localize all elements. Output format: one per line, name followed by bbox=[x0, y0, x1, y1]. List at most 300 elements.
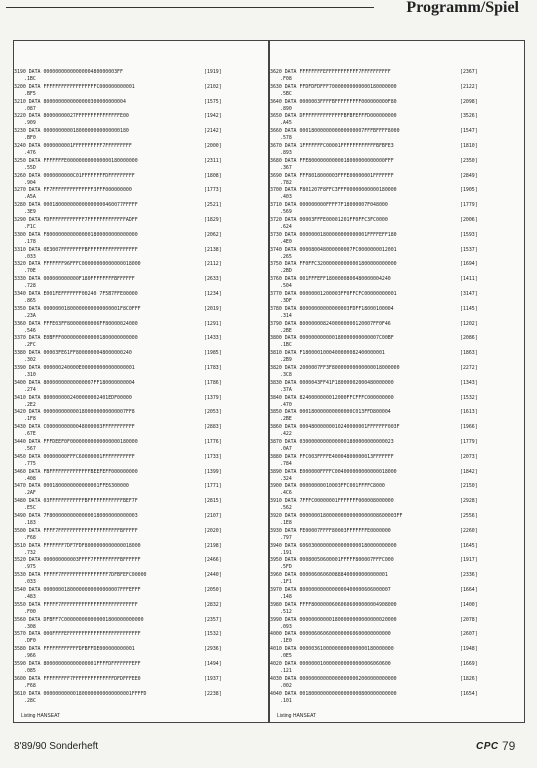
listing-line-code: 3920 DATA 000000018000000000000000008600003FF bbox=[270, 513, 403, 519]
listing-line-code: 3430 DATA C0000000000048000003FFFFFFFFFFF bbox=[14, 424, 135, 431]
line-check-code: .BF5 bbox=[24, 90, 36, 97]
listing-line bbox=[14, 439, 222, 446]
line-checksum: [1808] bbox=[204, 172, 222, 179]
listing-line-code: 3770 DATA 00000001200003FF0FFCFC00000000001 bbox=[270, 291, 397, 297]
listing-line bbox=[14, 172, 222, 180]
listing-line bbox=[14, 261, 222, 268]
line-check-code: .367 bbox=[280, 164, 292, 171]
listing-line-code: 3930 DATA FE00007FFFF80003FFFFFFFE0000000 bbox=[270, 527, 391, 534]
listing-line-code: 3880 DATA FFC003FFFFE40004800000013FFFFFFF bbox=[270, 453, 394, 460]
listing-line-code: 3660 DATA 0001800000000000000007FFFBFFFF8000 bbox=[270, 128, 400, 135]
listing-line-code: 3340 DATA E001FEFFFFFFF00240 7F5B7FFE00000 bbox=[14, 291, 138, 297]
listing-line-code: 3830 DATA 0000043FF41F18000002000480000000 bbox=[270, 379, 394, 386]
listing-line-code: 3420 DATA 0000000000001800000000000007FF8 bbox=[14, 409, 135, 416]
line-check-code: .F1C bbox=[24, 224, 36, 230]
listing-line-code: 3610 DATA 000000000001800000000000000001FFFFD bbox=[14, 690, 147, 697]
listing-line-code: 3840 DATA 8240000000012000FFCFFFC000000000 bbox=[270, 394, 394, 401]
listing-line-code: 3970 DATA 8000000000000000400000606000007 bbox=[270, 587, 391, 593]
line-checksum: [1937] bbox=[204, 675, 222, 682]
line-check-code: .408 bbox=[24, 475, 36, 482]
line-checksum: [2633] bbox=[204, 276, 222, 283]
listing-line bbox=[14, 98, 222, 106]
listing-line-code: 3740 DATA 000080048000000007FC0000000012001 bbox=[270, 246, 397, 253]
line-checksum: [1771] bbox=[204, 483, 222, 490]
listing-line bbox=[14, 231, 222, 239]
line-check-code: .865 bbox=[24, 298, 36, 304]
listing-line-code: 3950 DATA 00080050600001FFFFF800007FFFC000 bbox=[270, 557, 394, 564]
listing-line bbox=[270, 276, 478, 283]
listing-line bbox=[270, 646, 478, 653]
listing-line bbox=[14, 83, 222, 91]
line-check-code: .0A7 bbox=[280, 446, 292, 452]
line-check-code: .55D bbox=[24, 164, 36, 171]
line-check-code: .37A bbox=[280, 386, 292, 393]
listing-line bbox=[270, 83, 478, 91]
line-check-code: .67E bbox=[24, 431, 36, 438]
line-checksum: [1494] bbox=[204, 661, 222, 667]
listing-line bbox=[14, 424, 222, 431]
listing-line bbox=[270, 542, 478, 550]
page-number: 79 bbox=[502, 739, 516, 753]
listing-line bbox=[270, 365, 478, 372]
line-checksum: [1379] bbox=[204, 394, 222, 401]
line-checksum: [1829] bbox=[204, 217, 222, 223]
listing-line-code: 3200 DATA FFFFFFFFFFFFFFFFFFC000000000001 bbox=[14, 83, 135, 90]
line-checksum: [2311] bbox=[204, 157, 222, 164]
listing-line bbox=[14, 320, 222, 328]
listing-line bbox=[14, 291, 222, 298]
line-checksum: [1779] bbox=[460, 202, 478, 209]
listing-line bbox=[14, 69, 222, 76]
line-checksum: [1399] bbox=[204, 468, 222, 475]
listing-line-code: 4000 DATA 0000060606000000060600000000000 bbox=[270, 631, 391, 638]
line-check-code: .A5A bbox=[24, 194, 36, 201]
listing-line-code: 3400 DATA 80000000000000007FF180000000004 bbox=[14, 379, 135, 386]
page-title: Programm/Spiel bbox=[406, 0, 519, 16]
line-checksum: [2050] bbox=[204, 587, 222, 593]
line-check-code: .23A bbox=[24, 312, 36, 319]
listing-line bbox=[14, 542, 222, 550]
listing-line bbox=[270, 202, 478, 209]
line-checksum: [1234] bbox=[204, 291, 222, 297]
listing-line bbox=[14, 379, 222, 387]
listing-line-code: 3730 DATA 00000001800000000000001FFFFEFF180 bbox=[270, 231, 397, 238]
line-checksum: [1948] bbox=[460, 646, 478, 653]
listing-line-code: 3670 DATA 1FFFFFFFC00001FFFFFFFFFFFFBFBFE3 bbox=[270, 143, 394, 149]
line-check-code: .F08 bbox=[280, 76, 292, 82]
line-checksum: [2238] bbox=[204, 690, 222, 697]
listing-line-code: 3550 DATA FFFFF7FFFFFFFFFFFFFFFFFFFFFFFFFF bbox=[14, 601, 138, 608]
line-checksum: [1826] bbox=[460, 675, 478, 682]
line-check-code: .2BE bbox=[280, 327, 292, 334]
listing-line-code: 3860 DATA 00048000000010240000001FFFFFFF003F bbox=[270, 424, 400, 431]
listing-line bbox=[270, 172, 478, 180]
listing-panel-left bbox=[13, 40, 269, 723]
line-check-code: .033 bbox=[24, 253, 36, 260]
listing-line-code: 3520 DATA 000000000003FFFF7FFFFFFFFFBFFFFFF bbox=[14, 557, 141, 564]
line-checksum: [1411] bbox=[460, 276, 478, 283]
line-check-code: .087 bbox=[24, 105, 36, 112]
listing-line-code: 3910 DATA 7FFFC00000001FFFFFFF000008000000 bbox=[270, 498, 394, 505]
listing-line-code: 3490 DATA 7F800000000000000180000000000003 bbox=[14, 513, 138, 519]
listing-line bbox=[270, 675, 478, 683]
listing-line-code: 3870 DATA 03000000000000001800000000000023 bbox=[270, 439, 394, 445]
line-check-code: .890 bbox=[280, 105, 292, 112]
line-check-code: .148 bbox=[280, 594, 292, 600]
line-check-code: .E5C bbox=[24, 505, 36, 512]
listing-line-code: 3760 DATA 001FFFEFF1800000800480000004240 bbox=[270, 276, 391, 283]
listing-line-code: 4030 DATA 000000000000000000002000000000000 bbox=[270, 675, 397, 682]
line-check-code: .483 bbox=[24, 594, 36, 600]
listing-line bbox=[14, 350, 222, 357]
line-check-code: .775 bbox=[24, 460, 36, 467]
listing-line-code: 3990 DATA 000000000001800000000000000020000 bbox=[270, 616, 397, 623]
line-check-code: .728 bbox=[24, 283, 36, 290]
line-check-code: .1BC bbox=[280, 342, 292, 349]
issue-label: 8'89/90 Sonderheft bbox=[14, 741, 99, 752]
listing-line-code: 4040 DATA 001800000000000000000800000000000 bbox=[270, 690, 397, 697]
listing-line-code: 3360 DATA FFFE03FF80000000006FF80000024000 bbox=[14, 320, 138, 327]
line-check-code: .3C8 bbox=[280, 372, 292, 378]
listing-line bbox=[270, 616, 478, 624]
line-checksum: [2098] bbox=[460, 98, 478, 105]
line-checksum: [2102] bbox=[204, 83, 222, 90]
listing-line-code: 3940 DATA 606030000000000000000180000000000 bbox=[270, 542, 397, 549]
line-checksum: [2198] bbox=[204, 542, 222, 549]
line-check-code: .567 bbox=[24, 446, 36, 452]
header-rule bbox=[6, 7, 374, 8]
line-check-code: .2AF bbox=[24, 490, 36, 497]
listing-line-code: 3790 DATA 8000000082400000000120007FF0F46 bbox=[270, 320, 391, 327]
listing-line bbox=[14, 394, 222, 402]
listing-line bbox=[14, 616, 222, 624]
line-checksum: [2062] bbox=[204, 231, 222, 238]
line-check-code: .546 bbox=[24, 327, 36, 334]
listing-line bbox=[270, 335, 478, 342]
listing-line bbox=[270, 631, 478, 638]
listing-line bbox=[270, 409, 478, 416]
line-checksum: [1733] bbox=[204, 453, 222, 460]
listing-line-code: 3650 DATA DFFFFFFFFFFFFFFBFBFEFFFD000000000 bbox=[270, 113, 397, 120]
line-check-code: .F68 bbox=[24, 682, 36, 689]
line-check-code: .310 bbox=[24, 372, 36, 378]
listing-line bbox=[270, 557, 478, 564]
line-checksum: [1593] bbox=[460, 231, 478, 238]
line-checksum: [3526] bbox=[460, 113, 478, 120]
line-check-code: .2E2 bbox=[24, 401, 36, 408]
line-check-code: .732 bbox=[24, 549, 36, 556]
line-check-code: .121 bbox=[280, 668, 292, 674]
line-check-code: .403 bbox=[280, 194, 292, 201]
listing-line bbox=[270, 379, 478, 387]
line-checksum: [2350] bbox=[460, 157, 478, 164]
line-check-code: .578 bbox=[280, 135, 292, 142]
listing-line bbox=[270, 572, 478, 579]
listing-line-code: 3370 DATA E0BFFF00000000000001800000000000 bbox=[14, 335, 138, 342]
listing-line bbox=[270, 217, 478, 224]
listing-line bbox=[270, 305, 478, 313]
listing-line-code: 3220 DATA 80000000027FFFFFFFFFFFFFFFE00 bbox=[14, 113, 129, 120]
line-check-code: .904 bbox=[24, 179, 36, 186]
listing-panel-right bbox=[269, 40, 525, 723]
listing-line-code: 3540 DATA 00000001800000000000000007FFFEFFF bbox=[14, 587, 141, 593]
listing-line bbox=[14, 483, 222, 490]
line-check-code: .F00 bbox=[24, 608, 36, 615]
line-checksum: [1202] bbox=[460, 320, 478, 327]
line-check-code: .0E5 bbox=[280, 653, 292, 660]
line-check-code: .2BE bbox=[280, 416, 292, 423]
line-check-code: .476 bbox=[24, 150, 36, 156]
line-checksum: [2260] bbox=[460, 527, 478, 534]
listing-line bbox=[270, 498, 478, 505]
line-check-code: .033 bbox=[24, 579, 36, 586]
line-checksum: [2112] bbox=[204, 261, 222, 268]
line-checksum: [2053] bbox=[204, 409, 222, 416]
line-check-code: .4C6 bbox=[280, 490, 292, 497]
line-check-code: .178 bbox=[24, 238, 36, 245]
line-check-code: .624 bbox=[280, 224, 292, 230]
line-check-code: .093 bbox=[280, 623, 292, 630]
line-check-code: .975 bbox=[24, 564, 36, 571]
line-check-code: .2BD bbox=[280, 268, 292, 275]
line-check-code: .4E0 bbox=[280, 238, 292, 245]
listing-line-code: 3590 DATA 800000000000000001FFFFDFFFFFFFEFF bbox=[14, 661, 141, 667]
listing-line bbox=[270, 661, 478, 668]
line-check-code: .797 bbox=[280, 534, 292, 541]
listing-line bbox=[14, 498, 222, 505]
listing-line bbox=[14, 217, 222, 224]
listing-line-code: 3450 DATA 00000000FFFC60000001FFFFFFFFFFF bbox=[14, 453, 135, 460]
line-checksum: [1664] bbox=[460, 587, 478, 593]
line-checksum: [2466] bbox=[204, 557, 222, 564]
listing-line-code: 3980 DATA FFFF80000006060606000000004908000 bbox=[270, 601, 397, 608]
listing-line bbox=[270, 69, 478, 76]
line-checksum: [1613] bbox=[460, 409, 478, 416]
line-check-code: .274 bbox=[24, 386, 36, 393]
listing-line bbox=[270, 98, 478, 106]
listing-line-code: 3720 DATA 00003FFFE00001201FF0FFC3FC0000 bbox=[270, 217, 388, 223]
listing-line-code: 3250 DATA FFFFFFFE000000000000000180000000 bbox=[14, 157, 138, 164]
listing-caption: Listing HANSEAT bbox=[21, 713, 61, 719]
listing-line bbox=[14, 409, 222, 416]
listing-line bbox=[270, 439, 478, 446]
line-check-code: .5BC bbox=[280, 90, 292, 97]
line-checksum: [1654] bbox=[460, 690, 478, 697]
listing-line bbox=[14, 113, 222, 120]
listing-line-code: 3630 DATA FFDFDFDFFF70000000000000180000000 bbox=[270, 83, 397, 90]
listing-line bbox=[270, 350, 478, 357]
listing-line-code: 3820 DATA 2000007FF3F80000000000000018000000 bbox=[270, 365, 400, 371]
line-check-code: .F68 bbox=[24, 534, 36, 541]
listing-line bbox=[270, 246, 478, 254]
line-checksum: [2006] bbox=[460, 217, 478, 223]
line-check-code: .A45 bbox=[280, 120, 292, 127]
line-check-code: .3DF bbox=[280, 298, 292, 304]
line-checksum: [2936] bbox=[204, 646, 222, 653]
listing-line bbox=[14, 527, 222, 535]
line-check-code: .BF0 bbox=[24, 135, 36, 142]
line-check-code: .70E bbox=[24, 268, 36, 275]
magazine-logo: CPC bbox=[476, 741, 499, 752]
listing-line bbox=[270, 231, 478, 239]
listing-line bbox=[270, 291, 478, 298]
line-checksum: [1433] bbox=[204, 335, 222, 342]
line-check-code: .1E8 bbox=[280, 520, 292, 526]
line-checksum: [1966] bbox=[460, 424, 478, 431]
listing-line bbox=[14, 690, 222, 698]
listing-line bbox=[14, 601, 222, 609]
line-checksum: [1669] bbox=[460, 661, 478, 667]
line-checksum: [2073] bbox=[460, 453, 478, 460]
listing-line-code: 3800 DATA 000000000000180000000000007C00BF bbox=[270, 335, 394, 342]
line-checksum: [2440] bbox=[204, 572, 222, 579]
line-check-code: .1E0 bbox=[280, 638, 292, 645]
listing-line-code: 3440 DATA FFFDEEF0F00000000000000000180000 bbox=[14, 439, 138, 445]
line-checksum: [2142] bbox=[204, 128, 222, 135]
line-checksum: [1145] bbox=[460, 305, 478, 312]
line-check-code: .2FC bbox=[24, 342, 36, 349]
listing-line-code: 3460 DATA FBFFFFFFFFFFFFFFBEEFEFF000000000 bbox=[14, 468, 138, 475]
listing-line bbox=[14, 557, 222, 564]
line-check-code: .3E9 bbox=[24, 209, 36, 216]
listing-line bbox=[270, 157, 478, 165]
listing-line-code: 3620 DATA FFFFFFFFEFFFFFFFFFFF7FFFFFFFFFF bbox=[270, 69, 391, 75]
listing-line bbox=[270, 261, 478, 268]
line-check-code: .569 bbox=[280, 209, 292, 216]
line-checksum: [2138] bbox=[204, 246, 222, 253]
listing-line-code: 3600 DATA FFFFFFFFF7FFFFFFFFFFFFFFDFDFFFEE0 bbox=[14, 675, 141, 682]
line-checksum: [1905] bbox=[460, 187, 478, 194]
line-check-code: .1F8 bbox=[24, 416, 36, 423]
line-check-code: .324 bbox=[280, 475, 292, 482]
line-checksum: [2815] bbox=[204, 498, 222, 505]
line-checksum: [1919] bbox=[204, 69, 222, 75]
line-check-code: .893 bbox=[280, 150, 292, 156]
line-check-code: .5FD bbox=[280, 564, 292, 571]
listing-line-code: 3470 DATA 0001800000000000001FFE6300000 bbox=[14, 483, 129, 490]
line-check-code: .422 bbox=[280, 431, 292, 438]
listing-line bbox=[270, 128, 478, 135]
line-check-code: .562 bbox=[280, 505, 292, 512]
line-check-code: .191 bbox=[280, 549, 292, 556]
line-checksum: [2883] bbox=[204, 424, 222, 431]
line-checksum: [2000] bbox=[204, 143, 222, 149]
line-checksum: [2336] bbox=[460, 572, 478, 579]
line-checksum: [2928] bbox=[460, 498, 478, 505]
line-checksum: [1786] bbox=[204, 379, 222, 386]
line-checksum: [1779] bbox=[460, 439, 478, 445]
listing-line-code: 3750 DATA FF0FFC320000000000001800000000000 bbox=[270, 261, 397, 268]
listing-line bbox=[14, 305, 222, 313]
line-check-code: .784 bbox=[280, 460, 292, 467]
line-check-code: .909 bbox=[24, 120, 36, 127]
listing-line-code: 3500 DATA FFFF7FFFFFFFFFFFFFFFFFFFFFBFFFFF bbox=[14, 527, 138, 534]
listing-line-code: 3210 DATA 8000000000000000300000000004 bbox=[14, 98, 126, 105]
line-check-code: .966 bbox=[24, 653, 36, 660]
line-checksum: [1917] bbox=[460, 557, 478, 564]
line-checksum: [1985] bbox=[204, 350, 222, 357]
line-check-code: .1F1 bbox=[280, 579, 292, 586]
listing-line-code: 3530 DATA FFFFF7FFFFFFFFFFFFFFFF7DFBFEFC00000 bbox=[14, 572, 147, 579]
line-check-code: .470 bbox=[280, 401, 292, 408]
listing-line-code: 3560 DATA DFBFF7C000000000000001800000000000 bbox=[14, 616, 144, 623]
listing-line-code: 3390 DATA 000000240000E000000000000000001 bbox=[14, 365, 135, 371]
listing-line-code: 3900 DATA 00000000010003FFC001FFFFC8000 bbox=[270, 483, 385, 490]
listing-line bbox=[270, 143, 478, 150]
line-checksum: [2607] bbox=[460, 631, 478, 638]
listing-line-code: 3570 DATA 000FFFFEFFFFFFFFFFFFFFFFFFFFFFFFF bbox=[14, 631, 141, 638]
line-checksum: [1810] bbox=[460, 143, 478, 149]
listing-line-code: 3780 DATA 80000000000000003FDFF18000100004 bbox=[270, 305, 394, 312]
line-checksum: [1863] bbox=[460, 350, 478, 357]
line-checksum: [2357] bbox=[204, 616, 222, 623]
line-check-code: .085 bbox=[24, 668, 36, 674]
listing-line bbox=[14, 453, 222, 461]
line-checksum: [3147] bbox=[460, 291, 478, 297]
listing-line-code: 3300 DATA F8000000000000001800000000000000 bbox=[14, 231, 138, 238]
line-check-code: .308 bbox=[24, 623, 36, 630]
listing-line-code: 3280 DATA 000180000000000000000460077FFFFF bbox=[14, 202, 138, 209]
listing-line bbox=[14, 187, 222, 194]
line-checksum: [2521] bbox=[204, 202, 222, 209]
line-check-code: .314 bbox=[280, 312, 292, 319]
listing-line bbox=[270, 113, 478, 120]
line-check-code: .28C bbox=[24, 697, 36, 704]
listing-line-code: 4020 DATA 0000000100000000000000006060600 bbox=[270, 661, 391, 667]
listing-line-code: 3480 DATA 03FFFFFFFFFFFFBFFFFFFFFFFFFBEF7F bbox=[14, 498, 138, 505]
listing-line bbox=[270, 513, 478, 520]
listing-line bbox=[270, 690, 478, 698]
listing-line bbox=[270, 468, 478, 476]
line-checksum: [2086] bbox=[460, 335, 478, 342]
line-check-code: .782 bbox=[280, 179, 292, 186]
listing-line bbox=[270, 320, 478, 328]
line-check-code: .DF0 bbox=[24, 638, 36, 645]
listing-line-code: 3580 DATA FFFFFFFFFFFFDFBFFDE000000000001 bbox=[14, 646, 135, 653]
line-check-code: .265 bbox=[280, 253, 292, 260]
listing-caption: Listing HANSEAT bbox=[277, 713, 317, 719]
listing-line-code: 3850 DATA 000180000000000000C013FFD800004 bbox=[270, 409, 391, 416]
listing-line-code: 3190 DATA 0000000000000000480000003FF bbox=[14, 69, 123, 75]
line-checksum: [1942] bbox=[204, 113, 222, 120]
listing-line-code: 3270 DATA FF7FFFFFFFFFFFFFF3FFF000000000 bbox=[14, 187, 132, 194]
line-checksum: [1532] bbox=[204, 631, 222, 638]
line-check-code: .101 bbox=[280, 697, 292, 704]
line-checksum: [2367] bbox=[460, 69, 478, 75]
listing-line-code: 3680 DATA FFE80000000000018000000000000FFF bbox=[270, 157, 394, 164]
line-checksum: [1645] bbox=[460, 542, 478, 549]
line-check-code: .504 bbox=[280, 283, 292, 290]
listing-line bbox=[14, 587, 222, 594]
line-checksum: [1842] bbox=[460, 468, 478, 475]
listing-line bbox=[14, 646, 222, 653]
listing-line bbox=[14, 143, 222, 150]
line-check-code: .002 bbox=[280, 682, 292, 689]
line-check-code: .2B9 bbox=[280, 357, 292, 364]
listing-line bbox=[14, 157, 222, 165]
listing-line-code: 3320 DATA FFFFFFF96FFFC00000000000000018000 bbox=[14, 261, 141, 268]
listing-line bbox=[270, 587, 478, 594]
listing-line bbox=[14, 572, 222, 579]
listing-line-code: 3700 DATA F801207F8FFC3FFF00000000000180000 bbox=[270, 187, 397, 194]
line-checksum: [1773] bbox=[204, 187, 222, 194]
listing-line-code: 3330 DATA 000000000000F180FFFFFFFFBFFFFFF bbox=[14, 276, 135, 283]
listing-line bbox=[14, 246, 222, 254]
line-checksum: [1694] bbox=[460, 261, 478, 268]
line-check-code: .302 bbox=[24, 357, 36, 364]
line-checksum: [1343] bbox=[460, 379, 478, 386]
listing-line-code: 3810 DATA F1800001000400000082400000001 bbox=[270, 350, 385, 357]
